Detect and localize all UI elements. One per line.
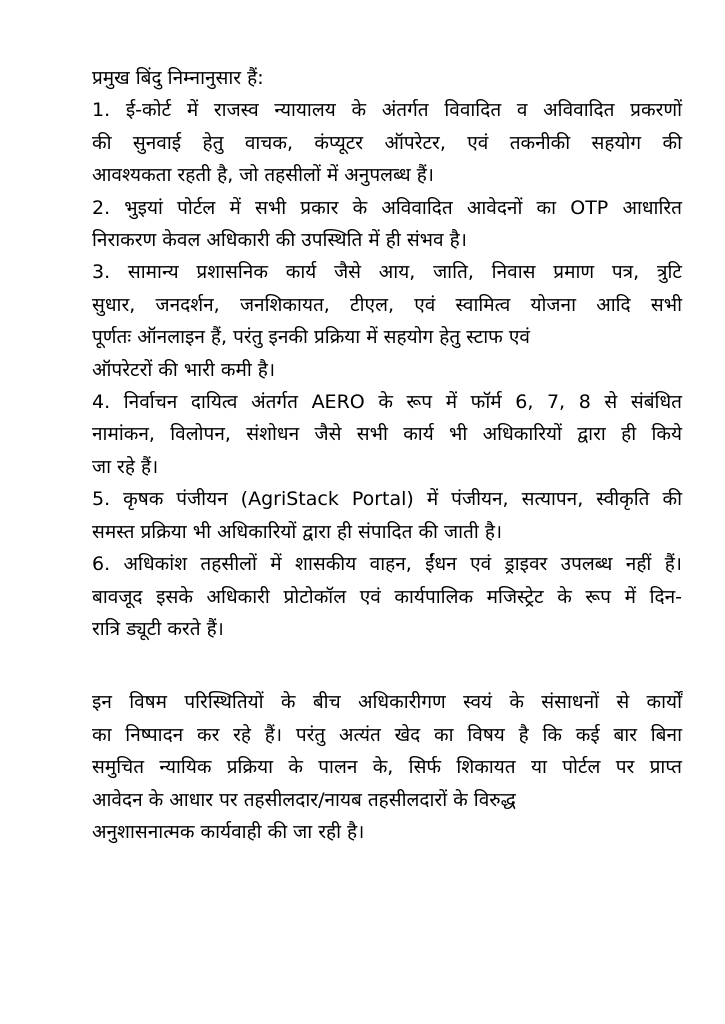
point-4-line-1: 4. निर्वाचन दायित्व अंतर्गत AERO के रूप में फॉर्म 6, 7, 8 से संबंधित [92, 391, 682, 414]
point-6-line-2: बावजूद इसके अधिकारी प्रोटोकॉल एवं कार्यपालिक मजिस्ट्रेट के रूप में दिन- [92, 585, 682, 608]
point-6-line-3: रात्रि ड्यूटी करते हैं। [92, 617, 224, 640]
document-heading: प्रमुख बिंदु निम्नानुसार हैं: [92, 67, 264, 89]
point-4-line-3: जा रहे हैं। [92, 455, 159, 478]
closing-line-5: अनुशासनात्मक कार्यवाही की जा रही है। [92, 820, 365, 843]
point-3-line-2: सुधार, जनदर्शन, जनशिकायत, टीएल, एवं स्वामित्व योजना आदि सभी [92, 293, 682, 316]
point-6-line-1: 6. अधिकांश तहसीलों में शासकीय वाहन, ईंधन एवं ड्राइवर उपलब्ध नहीं हैं। [92, 553, 682, 576]
closing-line-1: इन विषम परिस्थितियों के बीच अधिकारीगण स्वयं के संसाधनों से कार्यों [92, 691, 682, 714]
point-3-line-3: पूर्णतः ऑनलाइन हैं, परंतु इनकी प्रक्रिया में सहयोग हेतु स्टाफ एवं [92, 326, 530, 349]
point-2-line-1: 2. भुइयां पोर्टल में सभी प्रकार के अविवादित आवेदनों का OTP आधारित [92, 196, 682, 219]
point-3-line-4: ऑपरेटरों की भारी कमी है। [92, 358, 276, 381]
paragraph-spacer [92, 645, 682, 686]
point-5-line-2: समस्त प्रक्रिया भी अधिकारियों द्वारा ही संपादित की जाती है। [92, 520, 503, 543]
point-4-line-2: नामांकन, विलोपन, संशोधन जैसे सभी कार्य भी अधिकारियों द्वारा ही किये [92, 423, 682, 446]
point-2-line-2: निराकरण केवल अधिकारी की उपस्थिति में ही संभव है। [92, 229, 467, 252]
closing-line-4: आवेदन के आधार पर तहसीलदार/नायब तहसीलदारों के विरुद्ध [92, 788, 516, 811]
closing-line-3: समुचित न्यायिक प्रक्रिया के पालन के, सिर्फ शिकायत या पोर्टल पर प्राप्त [92, 756, 682, 779]
point-1-line-3: आवश्यकता रहती है, जो तहसीलों में अनुपलब्ध हैं। [92, 164, 434, 187]
point-3-line-1: 3. सामान्य प्रशासनिक कार्य जैसे आय, जाति, निवास प्रमाण पत्र, त्रुटि [92, 261, 682, 284]
point-1-line-1: 1. ई-कोर्ट में राजस्व न्यायालय के अंतर्गत विवादित व अविवादित प्रकरणों [92, 99, 682, 122]
closing-line-2: का निष्पादन कर रहे हैं। परंतु अत्यंत खेद का विषय है कि कई बार बिना [92, 723, 682, 746]
point-5-line-1: 5. कृषक पंजीयन (AgriStack Portal) में पंजीयन, सत्यापन, स्वीकृति की [92, 488, 682, 511]
document-page [92, 62, 682, 848]
point-1-line-2: की सुनवाई हेतु वाचक, कंप्यूटर ऑपरेटर, एवं तकनीकी सहयोग की [92, 131, 682, 154]
